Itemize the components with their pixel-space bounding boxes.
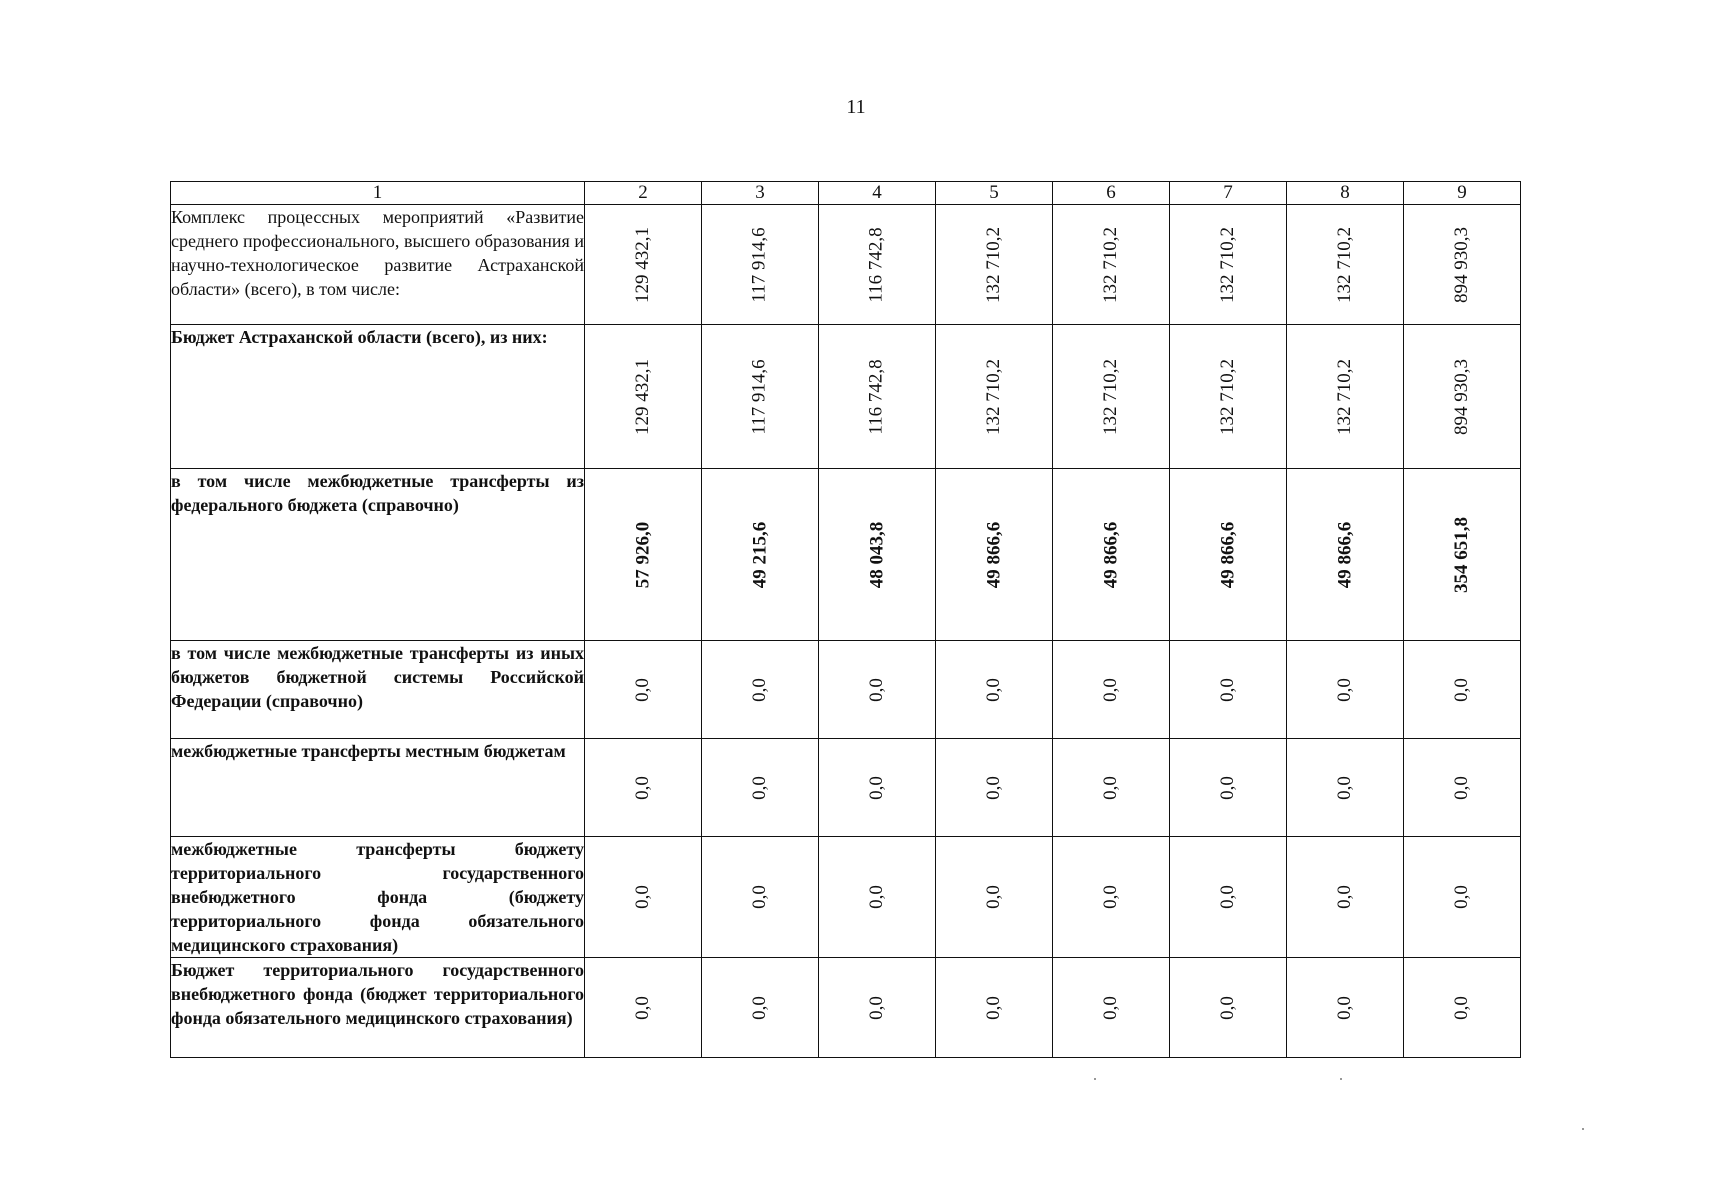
column-header: 6 [1053, 182, 1170, 205]
cell-value: 0,0 [1217, 677, 1238, 702]
cell-value: 0,0 [1100, 775, 1121, 800]
value-cell [702, 469, 819, 641]
row-label: межбюджетные трансферты местным бюджетам [171, 739, 585, 837]
cell-value: 0,0 [1100, 885, 1121, 909]
cell-value: 0,0 [632, 677, 653, 702]
cell-value: 0,0 [866, 885, 887, 909]
cell-value: 129 432,1 [632, 226, 653, 303]
value-cell [936, 205, 1053, 325]
column-header: 8 [1287, 182, 1404, 205]
value-cell [1404, 205, 1521, 325]
value-cell [1404, 469, 1521, 641]
value-cell [936, 469, 1053, 641]
column-number-row [171, 182, 1521, 205]
cell-value: 117 914,6 [748, 226, 770, 303]
column-header: 3 [702, 182, 819, 205]
cell-value: 116 742,8 [865, 358, 887, 435]
cell-value: 0,0 [1451, 677, 1472, 702]
row-label: Бюджет территориального государственного внебюджетного фонда (бюджет территориального фонда обязательного медицинского страхования) [171, 958, 585, 1058]
value-cell [936, 641, 1053, 739]
column-header: 1 [171, 182, 585, 205]
value-cell [819, 837, 936, 958]
table-row [171, 641, 1521, 739]
cell-value: 0,0 [749, 885, 770, 909]
value-cell [585, 205, 702, 325]
value-cell [585, 958, 702, 1058]
cell-value: 0,0 [749, 995, 770, 1020]
cell-value: 0,0 [632, 995, 653, 1020]
value-cell [1053, 837, 1170, 958]
value-cell [819, 325, 936, 469]
row-label: в том числе межбюджетные трансферты из федерального бюджета (справочно) [171, 469, 585, 641]
value-cell [585, 469, 702, 641]
table-row [171, 837, 1521, 958]
cell-value: 0,0 [1217, 885, 1238, 909]
value-cell [1053, 739, 1170, 837]
cell-value: 0,0 [1334, 775, 1355, 800]
row-label: Комплекс процессных мероприятий «Развитие среднего профессионального, высшего образования и научно-технологическое развитие Астраханской области» (всего), в том числе: [171, 205, 585, 325]
value-cell [1287, 739, 1404, 837]
value-cell [1170, 837, 1287, 958]
value-cell [936, 837, 1053, 958]
value-cell [1170, 469, 1287, 641]
column-header: 5 [936, 182, 1053, 205]
cell-value: 132 710,2 [1100, 358, 1121, 435]
value-cell [1404, 641, 1521, 739]
cell-value: 132 710,2 [983, 358, 1004, 435]
cell-value: 0,0 [1334, 885, 1355, 909]
value-cell [1287, 641, 1404, 739]
value-cell [936, 325, 1053, 469]
cell-value: 0,0 [1451, 885, 1472, 909]
value-cell [702, 837, 819, 958]
cell-value: 0,0 [983, 885, 1004, 909]
value-cell [702, 325, 819, 469]
cell-value: 0,0 [866, 677, 887, 702]
cell-value: 894 930,3 [1451, 358, 1472, 435]
cell-value: 0,0 [983, 995, 1004, 1020]
cell-value: 132 710,2 [1217, 358, 1238, 435]
value-cell [1404, 837, 1521, 958]
scan-speck [1582, 1128, 1584, 1130]
cell-value: 117 914,6 [748, 358, 770, 435]
cell-value: 0,0 [1334, 677, 1355, 702]
value-cell [1170, 739, 1287, 837]
table-row [171, 205, 1521, 325]
value-cell [1287, 469, 1404, 641]
value-cell [819, 469, 936, 641]
column-header: 2 [585, 182, 702, 205]
cell-value: 132 710,2 [983, 226, 1004, 303]
cell-value: 49 866,6 [1100, 521, 1121, 588]
value-cell [1404, 325, 1521, 469]
row-label: Бюджет Астраханской области (всего), из них: [171, 325, 585, 469]
cell-value: 0,0 [1100, 995, 1121, 1020]
value-cell [585, 325, 702, 469]
cell-value: 0,0 [1451, 995, 1472, 1020]
value-cell [819, 958, 936, 1058]
value-cell [819, 205, 936, 325]
table-row [171, 325, 1521, 469]
cell-value: 0,0 [1451, 775, 1472, 800]
cell-value: 132 710,2 [1334, 358, 1355, 435]
column-header: 7 [1170, 182, 1287, 205]
cell-value: 116 742,8 [865, 226, 887, 303]
table-row [171, 469, 1521, 641]
value-cell [702, 739, 819, 837]
cell-value: 132 710,2 [1100, 226, 1121, 303]
value-cell [1053, 325, 1170, 469]
cell-value: 129 432,1 [632, 358, 653, 435]
cell-value: 0,0 [1334, 995, 1355, 1020]
cell-value: 132 710,2 [1217, 226, 1238, 303]
value-cell [1170, 205, 1287, 325]
cell-value: 0,0 [1217, 995, 1238, 1020]
cell-value: 0,0 [632, 885, 653, 909]
value-cell [1287, 958, 1404, 1058]
cell-value: 894 930,3 [1451, 226, 1472, 303]
value-cell [585, 641, 702, 739]
cell-value: 49 866,6 [983, 521, 1004, 588]
value-cell [1287, 837, 1404, 958]
cell-value: 0,0 [749, 677, 770, 702]
cell-value: 0,0 [983, 677, 1004, 702]
value-cell [702, 641, 819, 739]
value-cell [936, 958, 1053, 1058]
value-cell [585, 739, 702, 837]
scan-speck [1094, 1078, 1096, 1080]
value-cell [1053, 205, 1170, 325]
cell-value: 0,0 [866, 775, 887, 800]
cell-value: 48 043,8 [866, 521, 887, 588]
scan-speck [1340, 1078, 1342, 1080]
column-header: 9 [1404, 182, 1521, 205]
cell-value: 0,0 [749, 775, 770, 800]
budget-table [170, 181, 1521, 1058]
value-cell [1053, 469, 1170, 641]
page-number: 11 [846, 96, 866, 118]
cell-value: 0,0 [1217, 775, 1238, 800]
table-row [171, 958, 1521, 1058]
value-cell [1170, 958, 1287, 1058]
value-cell [1404, 739, 1521, 837]
cell-value: 0,0 [632, 775, 653, 800]
row-label: в том числе межбюджетные трансферты из иных бюджетов бюджетной системы Российской Федерации (справочно) [171, 641, 585, 739]
column-header: 4 [819, 182, 936, 205]
table-row [171, 739, 1521, 837]
cell-value: 0,0 [866, 995, 887, 1020]
value-cell [819, 739, 936, 837]
value-cell [1170, 641, 1287, 739]
value-cell [585, 837, 702, 958]
value-cell [1287, 325, 1404, 469]
value-cell [1404, 958, 1521, 1058]
cell-value: 49 866,6 [1217, 521, 1238, 588]
cell-value: 132 710,2 [1334, 226, 1355, 303]
cell-value: 0,0 [983, 775, 1004, 800]
cell-value: 354 651,8 [1451, 516, 1472, 593]
cell-value: 49 215,6 [749, 521, 770, 588]
value-cell [936, 739, 1053, 837]
value-cell [1287, 205, 1404, 325]
value-cell [702, 958, 819, 1058]
cell-value: 57 926,0 [632, 521, 653, 588]
cell-value: 0,0 [1100, 677, 1121, 702]
value-cell [1170, 325, 1287, 469]
cell-value: 49 866,6 [1334, 521, 1355, 588]
row-label: межбюджетные трансферты бюджету территориального государственного внебюджетного фонда (бюджету территориального фонда обязательного медицинского страхования) [171, 837, 585, 958]
value-cell [1053, 958, 1170, 1058]
value-cell [1053, 641, 1170, 739]
value-cell [702, 205, 819, 325]
value-cell [819, 641, 936, 739]
